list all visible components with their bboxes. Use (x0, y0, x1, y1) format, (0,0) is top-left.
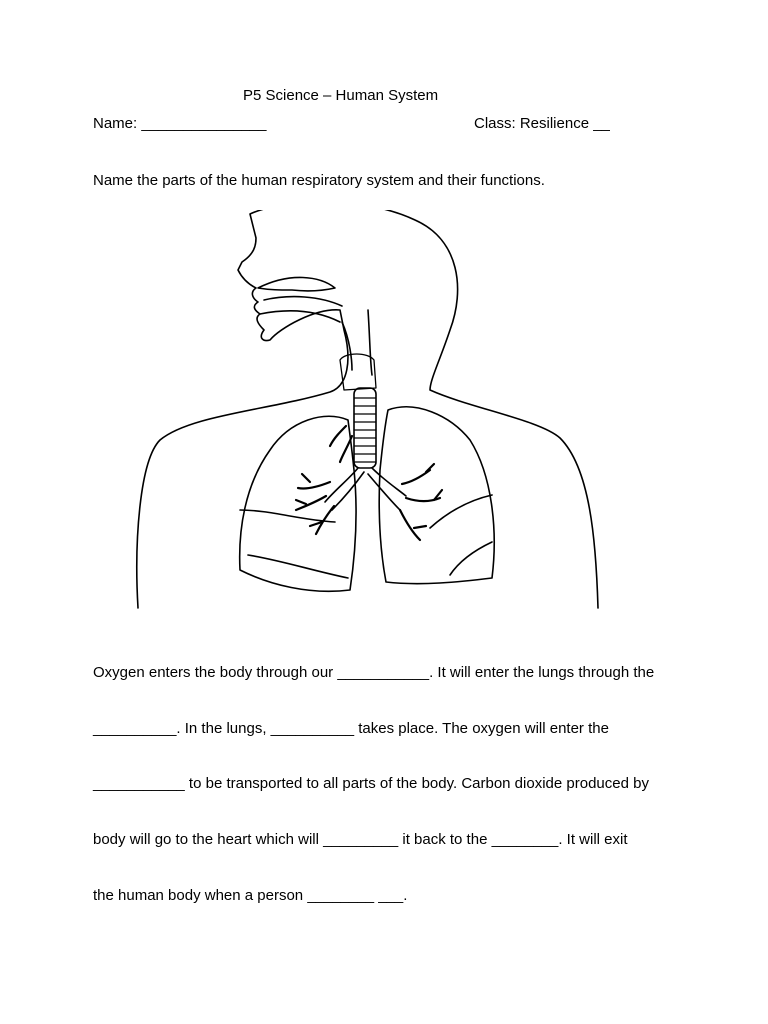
trachea (354, 388, 376, 468)
respiratory-system-diagram (130, 210, 610, 610)
body-outline (137, 210, 598, 608)
bronchus-left (325, 468, 364, 510)
student-name-field: Name: _______________ (93, 115, 267, 132)
paragraph-line: body will go to the heart which will _________ it back to the ________. It will exit (93, 831, 628, 848)
instruction-text: Name the parts of the human respiratory system and their functions. (93, 172, 545, 189)
paragraph-line: Oxygen enters the body through our ___________. It will enter the lungs through the (93, 664, 655, 681)
paragraph-line: the human body when a person ________ ___. (93, 887, 408, 904)
worksheet-title: P5 Science – Human System (243, 87, 439, 104)
class-field: Class: Resilience __ (474, 115, 610, 132)
bronchus-right (368, 468, 406, 510)
nasal-cavity (258, 277, 335, 290)
bronchioles-right (400, 464, 442, 540)
paragraph-line: ___________ to be transported to all parts of the body. Carbon dioxide produced by (93, 775, 649, 792)
paragraph-line: __________. In the lungs, __________ takes place. The oxygen will enter the (93, 720, 609, 737)
